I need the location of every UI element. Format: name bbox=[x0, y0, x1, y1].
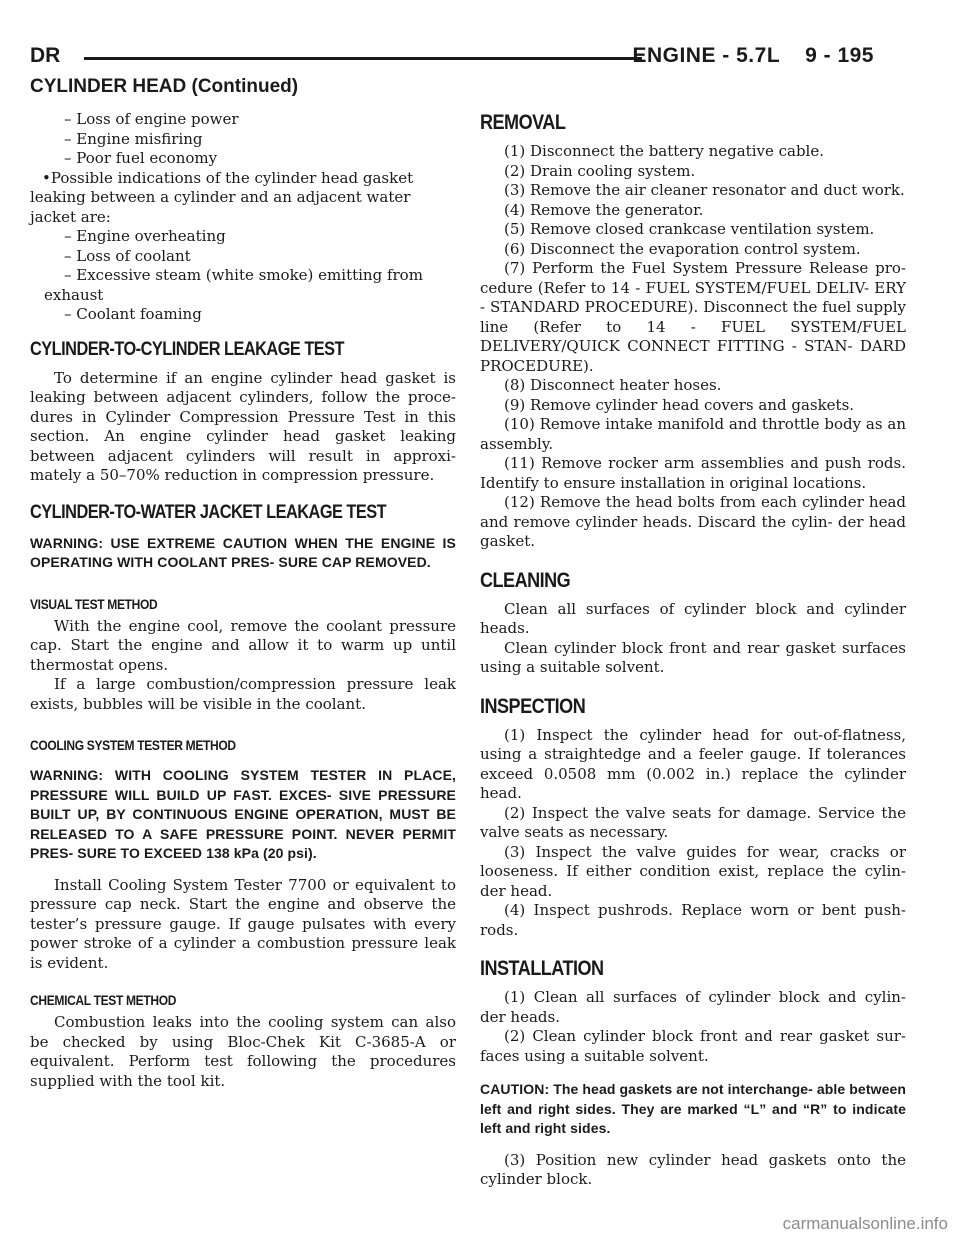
header-rule bbox=[84, 57, 642, 60]
paragraph: With the engine cool, remove the coolant pressure cap. Start the engine and allow it to warm up until thermostat opens. bbox=[30, 616, 456, 674]
section-title-installation: INSTALLATION bbox=[480, 957, 604, 980]
left-column bbox=[30, 110, 456, 1091]
list-item: – Poor fuel economy bbox=[64, 149, 218, 167]
step-item: (5) Remove closed crankcase ventilation system. bbox=[504, 220, 875, 238]
step-item: (3) Position new cylinder head gaskets onto the cylinder block. bbox=[480, 1150, 906, 1188]
page-subheader: CYLINDER HEAD (Continued) bbox=[30, 76, 299, 97]
step-item: (10) Remove intake manifold and throttle body as an assembly. bbox=[480, 415, 906, 453]
caution-head-gaskets: CAUTION: The head gaskets are not interchange- able between left and right sides. They are marked “L” and “R” to indicate left and right sides. bbox=[480, 1081, 906, 1136]
right-column bbox=[480, 112, 906, 1190]
step-item: (3) Remove the air cleaner resonator and duct work. bbox=[504, 181, 905, 199]
paragraph: Install Cooling System Tester 7700 or equivalent to pressure cap neck. Start the engine and observe the tester’s pressure gauge. If gauge pulsates with every power stroke of a cylinder a combustion pressure leak is evident. bbox=[30, 875, 456, 972]
subsection-title-visual: VISUAL TEST METHOD bbox=[30, 595, 158, 612]
step-item: (2) Inspect the valve seats for damage. Service the valve seats as necessary. bbox=[480, 803, 906, 841]
header-section-code: DR bbox=[30, 44, 61, 67]
paragraph: Clean cylinder block front and rear gasket surfaces using a suitable solvent. bbox=[480, 638, 906, 676]
step-item: (4) Inspect pushrods. Replace worn or bent push- rods. bbox=[480, 901, 906, 939]
bullet-line: jacket are: bbox=[30, 207, 111, 226]
step-item: (11) Remove rocker arm assemblies and push rods. Identify to ensure installation in original locations. bbox=[480, 454, 906, 492]
section-title-cylinder-to-water: CYLINDER-TO-WATER JACKET LEAKAGE TEST bbox=[30, 501, 387, 523]
section-body: To determine if an engine cylinder head gasket is leaking between adjacent cylinders, follow the proce- dures in Cylinder Compression Pressure Test in this section. An engine cylinder head gasket leaking between adjacent cylinders will result in approxi- mately a 50–70% reduction in compression pressure. bbox=[30, 368, 456, 484]
list-item: – Excessive steam (white smoke) emitting from bbox=[64, 266, 423, 284]
list-item: – Loss of engine power bbox=[64, 110, 239, 128]
step-item: (8) Disconnect heater hoses. bbox=[504, 376, 722, 394]
section-title-cylinder-to-cylinder: CYLINDER-TO-CYLINDER LEAKAGE TEST bbox=[30, 338, 345, 360]
step-item: (1) Clean all surfaces of cylinder block and cylin- der heads. bbox=[480, 988, 906, 1026]
subsection-title-chemical: CHEMICAL TEST METHOD bbox=[30, 992, 177, 1008]
list-item-continuation: exhaust bbox=[44, 285, 104, 304]
list-item: – Engine overheating bbox=[64, 227, 226, 245]
step-item: (2) Clean cylinder block front and rear gasket sur- faces using a suitable solvent. bbox=[480, 1027, 906, 1065]
section-title-removal: REMOVAL bbox=[480, 111, 566, 134]
list-item: – Coolant foaming bbox=[64, 305, 202, 323]
watermark-link[interactable]: carmanualsonline.info bbox=[782, 1214, 948, 1233]
step-item: (1) Disconnect the battery negative cable. bbox=[504, 142, 825, 160]
step-item: (9) Remove cylinder head covers and gaskets. bbox=[504, 395, 855, 414]
bullet-line: leaking between a cylinder and an adjacent water bbox=[30, 188, 411, 206]
warning-coolant-cap: WARNING: USE EXTREME CAUTION WHEN THE ENGINE IS OPERATING WITH COOLANT PRES- SURE CAP REMOVED. bbox=[30, 534, 456, 570]
section-title-inspection: INSPECTION bbox=[480, 694, 586, 718]
header-page-title: ENGINE - 5.7L 9 - 195 bbox=[632, 44, 874, 67]
subsection-title-cooling-tester: COOLING SYSTEM TESTER METHOD bbox=[30, 737, 236, 753]
step-item: (2) Drain cooling system. bbox=[504, 161, 696, 180]
section-title-cleaning: CLEANING bbox=[480, 568, 571, 592]
paragraph: Clean all surfaces of cylinder block and cylinder heads. bbox=[480, 599, 906, 637]
paragraph: If a large combustion/compression pressure leak exists, bubbles will be visible in the coolant. bbox=[30, 675, 456, 713]
step-item: (4) Remove the generator. bbox=[504, 200, 704, 219]
step-item: (12) Remove the head bolts from each cylinder head and remove cylinder heads. Discard the cylin- der head gasket. bbox=[480, 493, 906, 550]
step-item: (3) Inspect the valve guides for wear, cracks or looseness. If either condition exist, replace the cylin- der head. bbox=[480, 842, 906, 900]
step-item: (6) Disconnect the evaporation control system. bbox=[504, 239, 861, 258]
warning-cooling-tester: WARNING: WITH COOLING SYSTEM TESTER IN PLACE, PRESSURE WILL BUILD UP FAST. EXCES- SIVE PRESSURE BUILT UP, BY CONTINUOUS ENGINE OPERATION, MUST BE RELEASED TO A SAFE PRESSURE POINT. NEVER PERMIT PRES- SURE TO EXCEED 138 kPa (20 psi). bbox=[30, 767, 456, 861]
list-item: – Engine misfiring bbox=[64, 129, 203, 148]
step-item: (7) Perform the Fuel System Pressure Release pro- cedure (Refer to 14 - FUEL SYSTEM/FUEL DELIV- ERY - STANDARD PROCEDURE). Disconnect the fuel supply line (Refer to 14 - FUEL SYSTEM/FUEL DELIVERY/QUICK CONNECT FITTING - STAN- DARD PROCEDURE). bbox=[480, 259, 906, 375]
step-item: (1) Inspect the cylinder head for out-of-flatness, using a straightedge and a feeler gauge. If tolerances exceed 0.0508 mm (0.002 in.) replace the cylinder head. bbox=[480, 725, 906, 802]
paragraph: Combustion leaks into the cooling system can also be checked by using Bloc-Chek Kit C-3685-A or equivalent. Perform test following the procedures supplied with the tool kit. bbox=[30, 1013, 456, 1090]
bullet-line: •Possible indications of the cylinder head gasket bbox=[42, 168, 414, 187]
list-item: – Loss of coolant bbox=[64, 246, 191, 265]
